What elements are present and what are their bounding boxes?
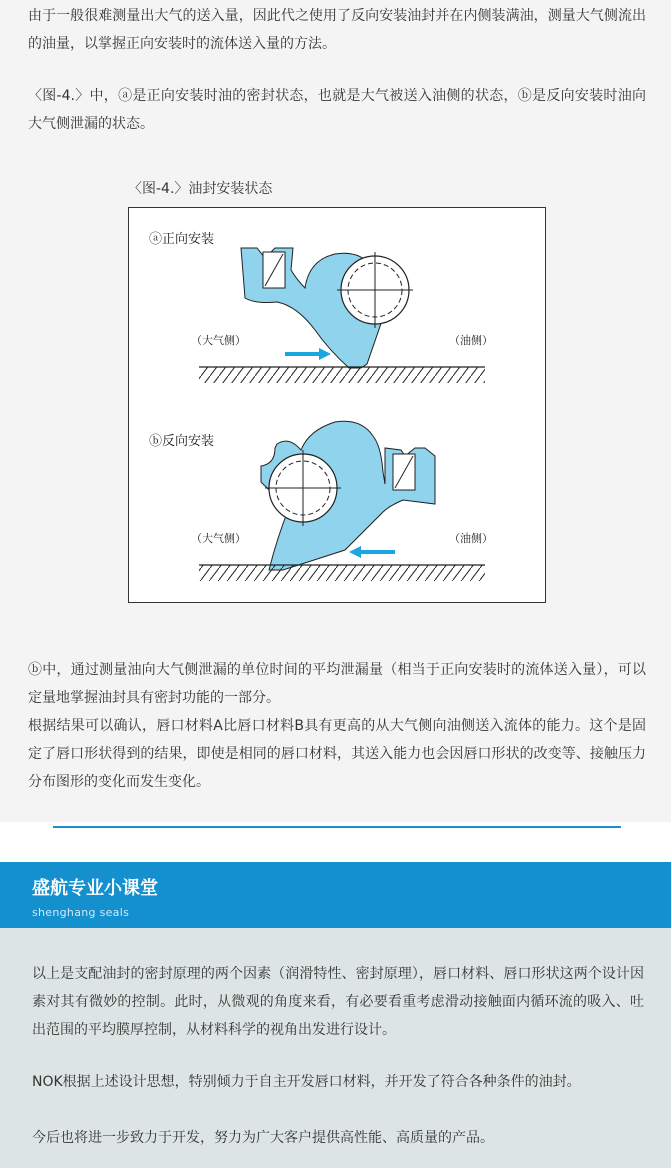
summary-paragraph-1: 以上是支配油封的密封原理的两个因素（润滑特性、密封原理），唇口材料、唇口形状这两个设计因素对其有微妙的控制。此时，从微观的角度来看，有必要看重考虑滑动接触面内循环流的吸入、吐出范围的平均膜厚控制，从材料科学的视角出发进行设计。 [32,966,644,1038]
section-divider [53,826,621,828]
panel-a-label: ⓐ正向安装 [149,232,215,247]
oil-side-label-b: （油侧） [449,532,493,545]
summary-paragraph-2: NOK根据上述设计思想，特别倾力于自主开发唇口材料，并开发了符合各种条件的油封。 [32,1074,581,1090]
flow-arrow-right [285,348,331,360]
atmosphere-side-label-b: （大气侧） [191,532,246,545]
article-paragraph-1: 由于一般很难测量出大气的送入量，因此代之使用了反向安装油封并在内侧装满油，测量大气侧流出的油量，以掌握正向安装时的流体送入量的方法。 [28,8,646,52]
section-banner [0,862,671,928]
summary-section [0,928,671,1168]
flow-arrow-left [349,546,395,558]
panel-b-diagram [199,421,485,581]
figure-oil-seal-installation [128,207,546,603]
panel-a-diagram [199,248,485,383]
figure-caption: 〈图-4.〉油封安装状态 [128,181,273,197]
section-title: 盛航专业小课堂 [32,878,158,899]
shaft-surface-b [199,565,485,581]
shaft-surface-a [199,367,485,383]
article-paragraph-4: 根据结果可以确认，唇口材料A比唇口材料B具有更高的从大气侧向油侧送入流体的能力。这个是固定了唇口形状得到的结果，即使是相同的唇口材料，其送入能力也会因唇口形状的改变等、接触压力分布图形的变化而发生变化。 [28,718,646,790]
section-subtitle: shenghang seals [32,906,130,919]
article-paragraph-2: 〈图-4.〉中，ⓐ是正向安装时油的密封状态，也就是大气被送入油侧的状态，ⓑ是反向安装时油向大气侧泄漏的状态。 [28,88,646,132]
summary-paragraph-3: 今后也将进一步致力于开发，努力为广大客户提供高性能、高质量的产品。 [32,1130,494,1146]
article-paragraph-3: ⓑ中，通过测量油向大气侧泄漏的单位时间的平均泄漏量（相当于正向安装时的流体送入量），可以定量地掌握油封具有密封功能的一部分。 [28,662,646,706]
oil-side-label-a: （油侧） [449,334,493,347]
atmosphere-side-label-a: （大气侧） [191,334,246,347]
panel-b-label: ⓑ反向安装 [149,434,215,449]
